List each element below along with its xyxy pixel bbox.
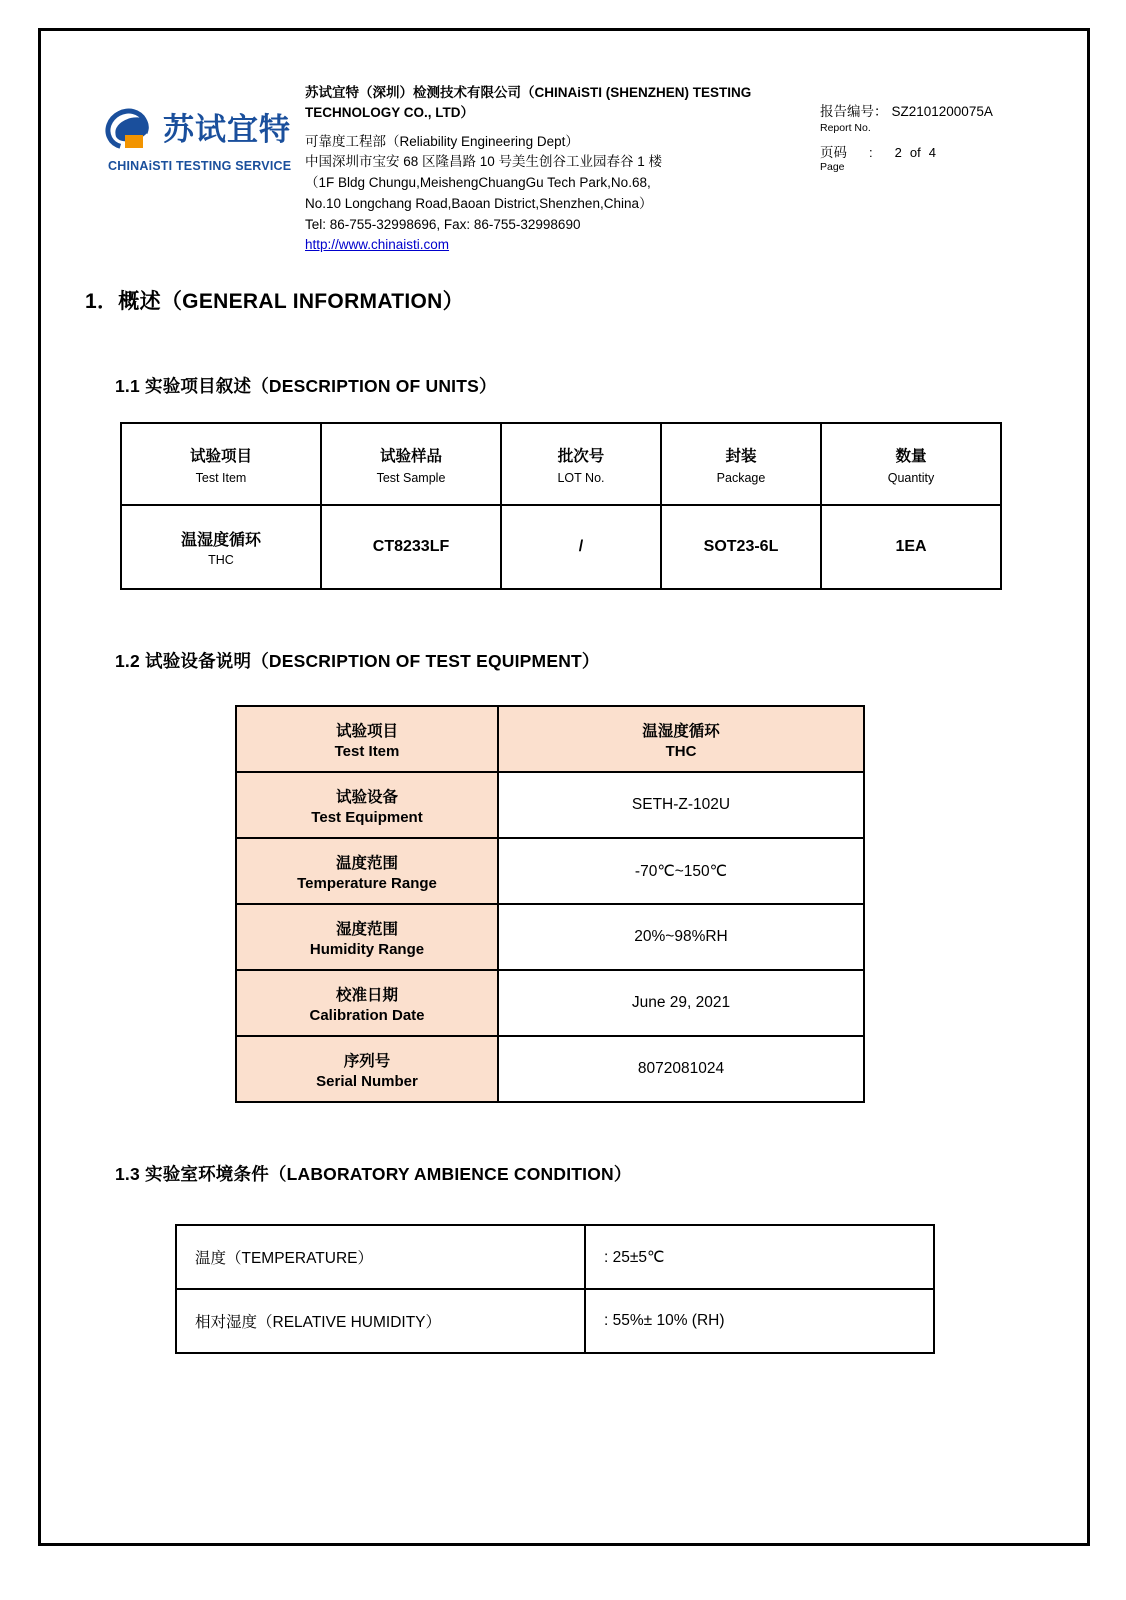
row-label-humidity-range-cn: 湿度范围	[335, 920, 398, 938]
report-meta	[820, 100, 1070, 180]
row-value-humidity-range: 20%~98%RH	[498, 904, 864, 970]
chinaisti-logo-icon	[105, 107, 157, 153]
col-quantity-en: Quantity	[887, 470, 935, 485]
row-label-calibration-date-cn: 校准日期	[335, 986, 398, 1004]
section-1-1-title: 1.1 实验项目叙述（DESCRIPTION OF UNITS）	[115, 376, 497, 396]
col-package-en: Package	[716, 470, 766, 485]
section-1-2-title: 1.2 试验设备说明（DESCRIPTION OF TEST EQUIPMENT）	[115, 651, 600, 671]
company-address-cn: 中国深圳市宝安 68 区隆昌路 10 号美生创谷工业园春谷 1 楼	[305, 154, 663, 170]
row-value-relative-humidity: : 55%± 10% (RH)	[585, 1289, 934, 1353]
company-logo	[60, 55, 305, 173]
row-value-test-item-cn: 温湿度循环	[642, 722, 720, 740]
row-label-temperature-range-en: Temperature Range	[297, 874, 437, 892]
page-total: 4	[928, 145, 936, 160]
company-info	[305, 55, 785, 254]
row-label-calibration-date-en: Calibration Date	[309, 1006, 425, 1024]
col-lot-no-en: LOT No.	[557, 470, 605, 485]
row-label-temperature: 温度（TEMPERATURE）	[176, 1225, 585, 1289]
row-value-temperature-range: -70℃~150℃	[498, 838, 864, 904]
col-lot-no	[501, 423, 661, 505]
table-row	[236, 772, 864, 838]
report-no-label-en: Report No.	[820, 122, 871, 134]
page-colon: :	[869, 145, 873, 160]
row-value-test-equipment: SETH-Z-102U	[498, 772, 864, 838]
table-row	[236, 970, 864, 1036]
table-header-row	[121, 423, 1001, 505]
report-no-value: SZ2101200075A	[891, 104, 993, 119]
company-address-en-line1: （1F Bldg Chungu,MeishengChuangGu Tech Park,No.68,	[305, 175, 651, 191]
row-value-test-item	[498, 706, 864, 772]
report-no-label-cn: 报告编号：	[820, 104, 888, 119]
cell-test-item-en: THC	[208, 553, 234, 567]
col-package-cn: 封装	[725, 447, 757, 465]
col-test-item-cn: 试验项目	[189, 447, 252, 465]
row-label-test-item-cn: 试验项目	[335, 722, 398, 740]
page-label-cn: 页码	[820, 145, 847, 160]
ambience-condition-table	[175, 1224, 935, 1354]
row-label-humidity-range	[236, 904, 498, 970]
col-lot-no-cn: 批次号	[557, 447, 605, 465]
company-dept: 可靠度工程部（Reliability Engineering Dept）	[305, 133, 579, 149]
row-label-serial-number-en: Serial Number	[316, 1072, 418, 1090]
company-website-link[interactable]: http://www.chinaisti.com	[305, 237, 450, 253]
row-label-test-item	[236, 706, 498, 772]
row-label-serial-number-cn: 序列号	[343, 1052, 391, 1070]
row-label-temperature-range	[236, 838, 498, 904]
company-address-en-line2: No.10 Longchang Road,Baoan District,Shenzhen,China）	[305, 196, 653, 212]
logo-text-en: CHINAiSTI TESTING SERVICE	[108, 159, 292, 173]
col-test-item	[121, 423, 321, 505]
row-label-relative-humidity: 相对湿度（RELATIVE HUMIDITY）	[176, 1289, 585, 1353]
table-row	[176, 1225, 934, 1289]
cell-test-sample: CT8233LF	[321, 505, 501, 589]
row-value-serial-number: 8072081024	[498, 1036, 864, 1102]
row-label-test-equipment-cn: 试验设备	[335, 788, 398, 806]
table-row	[236, 1036, 864, 1102]
cell-lot-no: /	[501, 505, 661, 589]
section-1-title: 1．概述（GENERAL INFORMATION）	[85, 290, 464, 313]
col-test-item-en: Test Item	[195, 470, 247, 485]
page-of: of	[909, 145, 921, 160]
table-row	[236, 838, 864, 904]
table-row	[236, 904, 864, 970]
col-quantity	[821, 423, 1001, 505]
row-label-temperature-range-cn: 温度范围	[335, 854, 398, 872]
table-row	[236, 706, 864, 772]
page-current: 2	[894, 145, 902, 160]
row-label-test-item-en: Test Item	[334, 742, 400, 760]
col-package	[661, 423, 821, 505]
cell-test-item-cn: 温湿度循环	[180, 532, 261, 549]
row-label-test-equipment-en: Test Equipment	[311, 808, 423, 826]
col-test-sample-cn: 试验样品	[379, 447, 442, 465]
row-value-test-item-en: THC	[665, 742, 697, 760]
page-content	[60, 55, 1070, 1354]
logo-text-cn: 苏试宜特	[163, 111, 291, 148]
test-equipment-table	[235, 705, 865, 1103]
table-row	[121, 505, 1001, 589]
col-quantity-cn: 数量	[895, 447, 927, 465]
col-test-sample	[321, 423, 501, 505]
row-value-calibration-date: June 29, 2021	[498, 970, 864, 1036]
page-label-en: Page	[820, 161, 845, 173]
company-contact: Tel: 86-755-32998696, Fax: 86-755-32998690	[305, 217, 581, 233]
col-test-sample-en: Test Sample	[376, 470, 446, 485]
row-label-calibration-date	[236, 970, 498, 1036]
table-row	[176, 1289, 934, 1353]
section-1-3-title: 1.3 实验室环境条件（LABORATORY AMBIENCE CONDITION）	[115, 1164, 632, 1184]
cell-quantity: 1EA	[821, 505, 1001, 589]
cell-package: SOT23-6L	[661, 505, 821, 589]
company-name: 苏试宜特（深圳）检测技术有限公司（CHINAiSTI (SHENZHEN) TESTING TECHNOLOGY CO., LTD）	[305, 85, 752, 121]
cell-test-item	[121, 505, 321, 589]
description-of-units-table	[120, 422, 1002, 590]
row-label-humidity-range-en: Humidity Range	[309, 940, 425, 958]
document-header	[60, 55, 1070, 255]
row-value-temperature: : 25±5℃	[585, 1225, 934, 1289]
row-label-serial-number	[236, 1036, 498, 1102]
row-label-test-equipment	[236, 772, 498, 838]
